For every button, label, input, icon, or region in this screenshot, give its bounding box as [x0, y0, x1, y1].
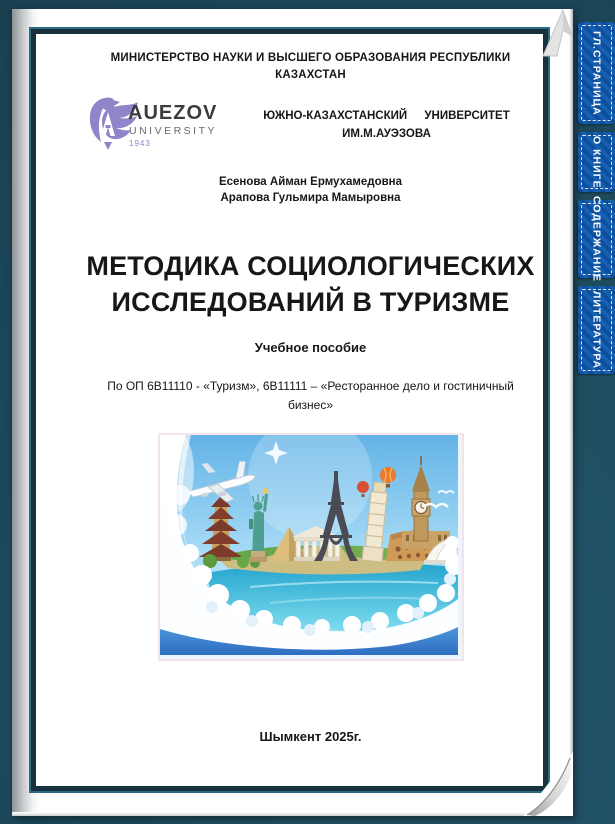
svg-text:1943: 1943: [129, 139, 151, 148]
ministry-line2: КАЗАХСТАН: [275, 69, 346, 81]
author-1: Есенова Айман Ермухамедовна: [218, 176, 403, 188]
auezov-university-logo: [84, 92, 242, 158]
page-turn-arrow-icon[interactable]: [539, 6, 575, 58]
university-name-line1: ЮЖНО-КАЗАХСТАНСКИЙ УНИВЕРСИТЕТ: [263, 110, 510, 122]
city-year: Шымкент 2025г.: [259, 729, 362, 744]
ministry-line1: МИНИСТЕРСТВО НАУКИ И ВЫСШЕГО ОБРАЗОВАНИЯ РЕСПУБЛИКИ: [110, 52, 511, 64]
tab-literature-label: ЛИТЕРАТУРА: [590, 290, 603, 370]
university-header: [84, 92, 537, 158]
program-codes: [84, 377, 537, 415]
tab-about-book[interactable]: [578, 132, 615, 192]
book-title-line2: ИССЛЕДОВАНИЙ В ТУРИЗМЕ: [111, 287, 510, 317]
auezov-logo-icon: [84, 92, 242, 158]
tab-main-page[interactable]: [578, 22, 615, 124]
university-name-line2: ИМ.М.АУЭЗОВА: [342, 128, 431, 140]
book-subtitle: Учебное пособие: [254, 340, 367, 355]
book-title: [84, 248, 537, 320]
university-name: [242, 107, 537, 143]
tab-contents[interactable]: [578, 196, 615, 282]
tab-main-page-label: ГЛ.СТРАНИЦА: [590, 30, 603, 116]
page-bottom-edge: [12, 812, 573, 816]
page-right-edge: [569, 9, 573, 816]
page-curl-corner[interactable]: [523, 752, 573, 816]
tab-literature[interactable]: [578, 286, 615, 374]
travel-collage-image: [158, 433, 464, 661]
svg-text:UNIVERSITY: UNIVERSITY: [129, 125, 218, 137]
book-title-line1: МЕТОДИКА СОЦИОЛОГИЧЕСКИХ: [86, 251, 535, 281]
cover-content: [36, 34, 543, 786]
svg-text:AUEZOV: AUEZOV: [128, 102, 218, 124]
ministry-heading: [84, 50, 537, 84]
tab-about-book-label: О КНИГЕ: [590, 135, 603, 189]
book-cover-page: [12, 9, 573, 816]
cover-frame: [31, 29, 548, 791]
program-line2: бизнес»: [287, 398, 334, 412]
authors-block: [84, 174, 537, 206]
tab-contents-label: СОДЕРЖАНИЕ: [590, 196, 603, 282]
author-2: Арапова Гульмира Мамыровна: [220, 192, 401, 204]
program-line1: По ОП 6В11110 - «Туризм», 6В11111 – «Ресторанное дело и гостиничный: [107, 379, 514, 393]
